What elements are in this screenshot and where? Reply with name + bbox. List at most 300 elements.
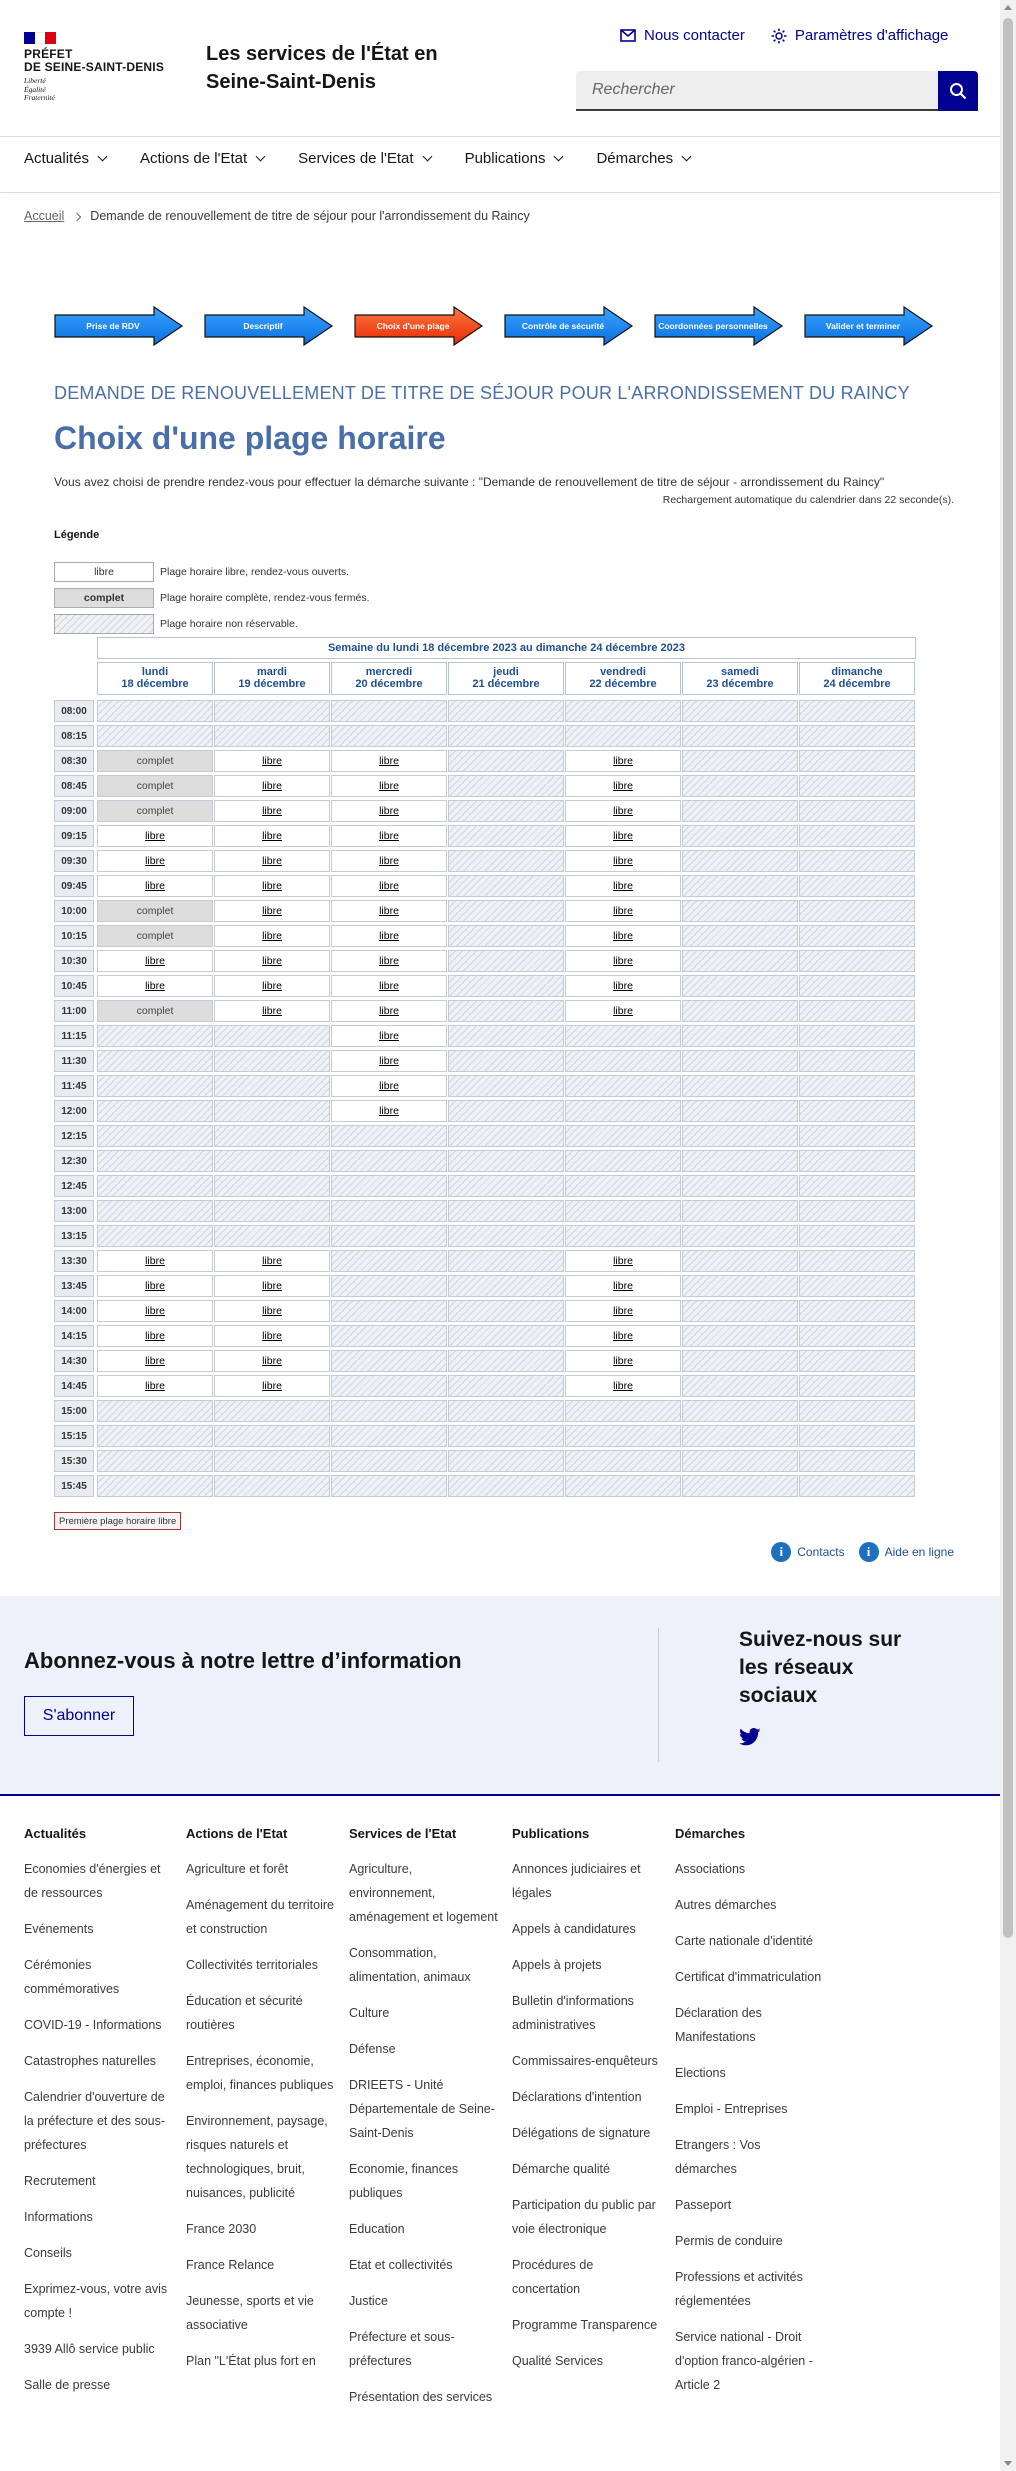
footer-link[interactable]: Éducation et sécurité routières [186, 1994, 303, 2032]
slot-unavailable [448, 1100, 564, 1122]
slot-free[interactable] [565, 950, 681, 972]
slot-label[interactable]: libre [613, 855, 633, 867]
slot-label[interactable]: libre [262, 905, 282, 917]
slot-free[interactable] [331, 925, 447, 947]
prefet-logo[interactable] [24, 32, 174, 103]
slot-label[interactable]: libre [145, 1305, 165, 1317]
slot-unavailable [682, 1350, 798, 1372]
step-label: Choix d'une plage [376, 321, 450, 331]
time-label: 15:00 [54, 1400, 94, 1422]
slot-free[interactable] [214, 1300, 330, 1322]
slot-free[interactable] [565, 1275, 681, 1297]
slot-unavailable [682, 1000, 798, 1022]
slot-free[interactable] [565, 925, 681, 947]
slot-free[interactable] [331, 825, 447, 847]
slot-free[interactable] [214, 975, 330, 997]
slot-free[interactable] [214, 825, 330, 847]
nav-item-actualites[interactable] [24, 150, 106, 167]
slot-unavailable [799, 925, 915, 947]
slot-label[interactable]: libre [379, 955, 399, 967]
slot-label[interactable]: libre [613, 1330, 633, 1342]
slot-label[interactable]: libre [613, 1380, 633, 1392]
slot-free[interactable] [97, 1275, 213, 1297]
footer-link[interactable]: Economie, finances publiques [349, 2162, 459, 2200]
footer-link[interactable]: Conseils [24, 2246, 72, 2260]
slot-unavailable [448, 725, 564, 747]
footer-link[interactable]: Jeunesse, sports et vie associative [186, 2294, 314, 2332]
slot-unavailable [448, 1200, 564, 1222]
search-input[interactable]: Rechercher [576, 71, 938, 111]
footer-link[interactable]: Agriculture et forêt [186, 1862, 289, 1876]
time-label: 08:30 [54, 750, 94, 772]
week-label: Semaine du lundi 18 décembre 2023 au dimanche 24 décembre 2023 [97, 637, 916, 659]
time-label: 13:15 [54, 1225, 94, 1247]
slot-label[interactable]: libre [262, 780, 282, 792]
slot-unavailable [799, 700, 915, 722]
time-label: 09:45 [54, 875, 94, 897]
slot-unavailable [682, 1475, 798, 1497]
slot-label[interactable]: libre [613, 780, 633, 792]
slot-label[interactable]: libre [262, 1255, 282, 1267]
contact-link[interactable] [620, 27, 745, 44]
slot-unavailable [565, 1025, 681, 1047]
slot-unavailable [682, 900, 798, 922]
slot-label[interactable]: libre [379, 755, 399, 767]
slot-free[interactable] [565, 825, 681, 847]
step-label: Prise de RDV [86, 321, 140, 331]
time-row [54, 1075, 916, 1097]
time-label: 15:45 [54, 1475, 94, 1497]
slot-free[interactable] [331, 750, 447, 772]
slot-label[interactable]: libre [613, 905, 633, 917]
time-row [54, 1100, 916, 1122]
slot-free[interactable] [331, 875, 447, 897]
slot-label[interactable]: libre [613, 930, 633, 942]
scrollbar-thumb[interactable] [1003, 18, 1013, 1938]
footer-link[interactable]: Evénements [24, 1922, 94, 1936]
footer-link[interactable]: Déclaration des Manifestations [675, 2006, 762, 2044]
footer-link[interactable]: Annonces judiciaires et légales [512, 1862, 641, 1900]
slot-free[interactable] [214, 900, 330, 922]
slot-label[interactable]: libre [613, 880, 633, 892]
slot-label[interactable]: libre [262, 980, 282, 992]
slot-full [97, 800, 213, 822]
slot-unavailable [448, 750, 564, 772]
display-settings-label: Paramètres d'affichage [794, 27, 949, 44]
slot-free[interactable] [331, 1050, 447, 1072]
footer-link[interactable]: Démarche qualité [512, 2162, 610, 2176]
footer-heading[interactable]: Actualités [24, 1826, 87, 1841]
slot-free[interactable] [565, 775, 681, 797]
slot-free[interactable] [97, 1375, 213, 1397]
slot-label: complet [136, 1005, 174, 1017]
slot-label[interactable]: libre [379, 880, 399, 892]
slot-unavailable [799, 1125, 915, 1147]
footer-link[interactable]: Procédures de concertation [512, 2258, 594, 2296]
site-header [0, 0, 1000, 136]
slot-label[interactable]: libre [613, 755, 633, 767]
slot-free[interactable] [97, 950, 213, 972]
slot-unavailable [682, 875, 798, 897]
day-name: dimanche [831, 666, 883, 678]
slot-unavailable [448, 1375, 564, 1397]
footer-heading[interactable]: Publications [512, 1826, 590, 1841]
slot-label[interactable]: libre [262, 930, 282, 942]
slot-unavailable [448, 1275, 564, 1297]
footer-link[interactable]: Justice [349, 2294, 388, 2308]
slot-free[interactable] [565, 1375, 681, 1397]
footer-link[interactable]: Education [349, 2222, 405, 2236]
footer-heading[interactable]: Actions de l'Etat [186, 1826, 288, 1841]
slot-free[interactable] [331, 1025, 447, 1047]
slot-free[interactable] [565, 1250, 681, 1272]
footer-link[interactable]: Collectivités territoriales [186, 1958, 318, 1972]
breadcrumb-home[interactable]: Accueil [24, 209, 65, 223]
display-settings-link[interactable] [771, 27, 949, 44]
time-row [54, 1050, 916, 1072]
footer-link[interactable]: Participation du public par voie électronique [512, 2198, 656, 2236]
slot-free[interactable] [214, 850, 330, 872]
slot-label[interactable]: libre [145, 855, 165, 867]
slot-free[interactable] [97, 1325, 213, 1347]
footer-link[interactable]: Commissaires-enquêteurs [512, 2054, 658, 2068]
first-free-slot-button[interactable]: Première plage horaire libre [54, 1512, 181, 1530]
footer-link[interactable]: Agriculture, environnement, aménagement et logement [349, 1862, 498, 1924]
slot-label[interactable]: libre [262, 1380, 282, 1392]
slot-unavailable [565, 1175, 681, 1197]
slot-label[interactable]: libre [262, 955, 282, 967]
slot-unavailable [682, 1225, 798, 1247]
footer-link[interactable]: Informations [24, 2210, 93, 2224]
slot-unavailable [682, 975, 798, 997]
slot-unavailable [565, 1075, 681, 1097]
subscribe-button[interactable]: S'abonner [24, 1696, 134, 1736]
slot-unavailable [565, 1425, 681, 1447]
slot-full [97, 1000, 213, 1022]
slot-label[interactable]: libre [613, 980, 633, 992]
slot-free[interactable] [97, 850, 213, 872]
footer-link[interactable]: Recrutement [24, 2174, 96, 2188]
footer-link[interactable]: Préfecture et sous-préfectures [349, 2330, 455, 2368]
slot-label[interactable]: libre [145, 1355, 165, 1367]
time-row [54, 1225, 916, 1247]
time-row [54, 1375, 916, 1397]
slot-unavailable [448, 1425, 564, 1447]
time-label: 08:00 [54, 700, 94, 722]
slot-free[interactable] [331, 900, 447, 922]
marianne-flag-icon [24, 32, 56, 44]
slot-unavailable [448, 900, 564, 922]
slot-free[interactable] [97, 1250, 213, 1272]
slot-unavailable [682, 1425, 798, 1447]
footer-link[interactable]: Salle de presse [24, 2378, 111, 2392]
site-title[interactable]: Les services de l'État en Seine-Saint-Denis [206, 43, 438, 93]
footer-heading[interactable]: Services de l'Etat [349, 1826, 457, 1841]
footer-link[interactable]: Défense [349, 2042, 396, 2056]
time-row [54, 850, 916, 872]
footer-heading[interactable]: Démarches [675, 1826, 746, 1841]
footer-link[interactable]: Service national - Droit d'option franco-algérien - Article 2 [675, 2330, 813, 2392]
slot-unavailable [448, 1150, 564, 1172]
slot-label[interactable]: libre [262, 1330, 282, 1342]
footer-link[interactable]: Appels à projets [512, 1958, 602, 1972]
slot-free[interactable] [565, 850, 681, 872]
slot-free[interactable] [214, 800, 330, 822]
time-label: 12:15 [54, 1125, 94, 1147]
slot-label[interactable]: libre [379, 1055, 399, 1067]
slot-unavailable [799, 1200, 915, 1222]
footer-link[interactable]: Délégations de signature [512, 2126, 651, 2140]
slot-label[interactable]: libre [262, 1355, 282, 1367]
legend-unavailable [54, 613, 454, 635]
footer-link[interactable]: Entreprises, économie, emploi, finances publiques [186, 2054, 334, 2092]
scroll-down-icon[interactable] [1004, 2461, 1012, 2466]
slot-free[interactable] [565, 1300, 681, 1322]
footer-link[interactable]: Appels à candidatures [512, 1922, 636, 1936]
slot-label[interactable]: libre [379, 855, 399, 867]
slot-label[interactable]: libre [145, 1255, 165, 1267]
footer-link[interactable]: Exprimez-vous, votre avis compte ! [24, 2282, 168, 2320]
time-label: 14:45 [54, 1375, 94, 1397]
slot-label[interactable]: libre [379, 980, 399, 992]
online-help-label: Aide en ligne [884, 1545, 954, 1559]
slot-unavailable [799, 1275, 915, 1297]
time-row [54, 1275, 916, 1297]
slot-label[interactable]: libre [262, 805, 282, 817]
footer-link[interactable]: Catastrophes naturelles [24, 2054, 157, 2068]
newsletter-section [0, 1596, 1000, 1794]
slot-free[interactable] [214, 1000, 330, 1022]
slot-label[interactable]: libre [379, 805, 399, 817]
footer-link[interactable]: Aménagement du territoire et construction [186, 1898, 334, 1936]
footer-link[interactable]: France Relance [186, 2258, 275, 2272]
slot-free[interactable] [565, 1000, 681, 1022]
header-divider [0, 136, 1000, 137]
footer-link[interactable]: Emploi - Entreprises [675, 2102, 788, 2116]
slot-label[interactable]: libre [145, 1330, 165, 1342]
slot-label[interactable]: libre [379, 1005, 399, 1017]
footer-link[interactable]: Passeport [675, 2198, 732, 2212]
footer-link[interactable]: DRIEETS - Unité Départementale de Seine-Saint-Denis [349, 2078, 495, 2140]
slot-unavailable [799, 1050, 915, 1072]
footer-link[interactable]: Carte nationale d'identité [675, 1934, 813, 1948]
legend-free [54, 561, 454, 583]
slot-label[interactable]: libre [262, 830, 282, 842]
nav-item-services-etat[interactable] [298, 150, 430, 167]
slot-unavailable [682, 1450, 798, 1472]
slot-free[interactable] [331, 850, 447, 872]
slot-unavailable [682, 725, 798, 747]
footer-link[interactable]: COVID-19 - Informations [24, 2018, 162, 2032]
slot-free[interactable] [331, 1100, 447, 1122]
footer-link[interactable]: Elections [675, 2066, 726, 2080]
day-header [97, 662, 213, 695]
slot-unavailable [799, 1025, 915, 1047]
slot-free[interactable] [214, 750, 330, 772]
footer-link[interactable]: Bulletin d'informations administratives [512, 1994, 634, 2032]
slot-free[interactable] [565, 975, 681, 997]
slot-free[interactable] [97, 1350, 213, 1372]
footer-link[interactable]: Plan "L'État plus fort en [186, 2354, 316, 2368]
slot-unavailable [565, 1475, 681, 1497]
slot-label[interactable]: libre [379, 905, 399, 917]
motto-liberte: Liberté [24, 76, 46, 85]
slot-label[interactable]: libre [613, 1005, 633, 1017]
slot-label[interactable]: libre [379, 1030, 399, 1042]
footer-link[interactable]: Qualité Services [512, 2354, 604, 2368]
footer-link[interactable]: Autres démarches [675, 1898, 777, 1912]
slot-label[interactable]: libre [145, 830, 165, 842]
footer-link[interactable]: Permis de conduire [675, 2234, 783, 2248]
footer-link[interactable]: Certificat d'immatriculation [675, 1970, 822, 1984]
slot-unavailable [331, 1475, 447, 1497]
slot-free[interactable] [331, 950, 447, 972]
slot-free[interactable] [97, 875, 213, 897]
slot-unavailable [214, 1125, 330, 1147]
slot-free[interactable] [97, 975, 213, 997]
search-icon [949, 82, 967, 100]
slot-label[interactable]: libre [262, 880, 282, 892]
slot-unavailable [799, 1450, 915, 1472]
slot-free[interactable] [214, 1350, 330, 1372]
slot-unavailable [97, 1175, 213, 1197]
slot-free[interactable] [214, 1250, 330, 1272]
time-row [54, 1150, 916, 1172]
slot-unavailable [565, 1150, 681, 1172]
slot-free[interactable] [214, 875, 330, 897]
slot-label[interactable]: libre [262, 1305, 282, 1317]
slot-free[interactable] [214, 775, 330, 797]
slot-unavailable [331, 1375, 447, 1397]
slot-label[interactable]: libre [379, 930, 399, 942]
slot-free[interactable] [214, 1375, 330, 1397]
slot-unavailable [682, 775, 798, 797]
contacts-label: Contacts [797, 1545, 845, 1559]
slot-unavailable [214, 1150, 330, 1172]
help-links [771, 1542, 954, 1562]
slot-label[interactable]: libre [262, 1280, 282, 1292]
slot-free[interactable] [331, 1075, 447, 1097]
footer-link[interactable]: Cérémonies commémoratives [24, 1958, 120, 1996]
day-header [331, 662, 447, 695]
slot-label[interactable]: libre [145, 880, 165, 892]
slot-free[interactable] [97, 825, 213, 847]
slot-label[interactable]: libre [379, 780, 399, 792]
slot-label[interactable]: libre [613, 805, 633, 817]
footer-link[interactable]: Calendrier d'ouverture de la préfecture et des sous-préfectures [24, 2090, 166, 2152]
slot-label[interactable]: libre [379, 1080, 399, 1092]
slot-unavailable [331, 1250, 447, 1272]
slot-free[interactable] [565, 1325, 681, 1347]
slot-full [97, 900, 213, 922]
slot-free[interactable] [97, 1300, 213, 1322]
nav-item-demarches[interactable] [596, 150, 690, 167]
footer-link[interactable]: Etat et collectivités [349, 2258, 453, 2272]
slot-free[interactable] [565, 875, 681, 897]
slot-free[interactable] [565, 750, 681, 772]
slot-label[interactable]: libre [262, 755, 282, 767]
time-label: 08:15 [54, 725, 94, 747]
slot-unavailable [97, 1225, 213, 1247]
slot-label[interactable]: libre [379, 830, 399, 842]
footer-link[interactable]: Economies d'énergies et de ressources [24, 1862, 161, 1900]
slot-unavailable [448, 1300, 564, 1322]
slot-label[interactable]: libre [262, 1005, 282, 1017]
slot-unavailable [448, 1125, 564, 1147]
slot-label[interactable]: libre [613, 830, 633, 842]
slot-unavailable [97, 1475, 213, 1497]
nav-item-publications[interactable] [465, 150, 563, 167]
slot-label[interactable]: libre [145, 955, 165, 967]
footer-link[interactable]: Présentation des services [349, 2390, 493, 2404]
footer-column [512, 1826, 662, 2385]
slot-unavailable [565, 1125, 681, 1147]
slot-label[interactable]: libre [613, 1305, 633, 1317]
footer-link[interactable]: Environnement, paysage, risques naturels et technologiques, bruit, nuisances, publicité [186, 2114, 328, 2200]
footer-link[interactable]: France 2030 [186, 2222, 257, 2236]
slot-free[interactable] [565, 900, 681, 922]
slot-label[interactable]: libre [613, 1255, 633, 1267]
step-6 [804, 306, 934, 346]
slot-free[interactable] [331, 800, 447, 822]
footer-link[interactable]: 3939 Allô service public [24, 2342, 155, 2356]
nav-item-actions-etat[interactable] [140, 150, 264, 167]
day-name: mercredi [365, 666, 413, 678]
footer-link[interactable]: Culture [349, 2006, 390, 2020]
slot-label[interactable]: libre [262, 855, 282, 867]
footer-top-border [0, 1794, 1000, 1796]
slot-free[interactable] [214, 1325, 330, 1347]
slot-label[interactable]: libre [145, 1380, 165, 1392]
footer-link[interactable]: Associations [675, 1862, 746, 1876]
nav-label: Démarches [596, 150, 674, 167]
day-name: vendredi [600, 666, 646, 678]
slot-free[interactable] [565, 1350, 681, 1372]
slot-unavailable [682, 925, 798, 947]
online-help-link[interactable] [859, 1542, 954, 1562]
slot-label[interactable]: libre [145, 980, 165, 992]
slot-free[interactable] [214, 925, 330, 947]
footer-link[interactable]: Etrangers : Vos démarches [675, 2138, 761, 2176]
contacts-link[interactable] [771, 1542, 844, 1562]
slot-unavailable [331, 1175, 447, 1197]
page-scrollbar[interactable] [1000, 0, 1016, 2471]
slot-label[interactable]: libre [379, 1105, 399, 1117]
slot-label[interactable]: libre [145, 1280, 165, 1292]
slot-unavailable [214, 1075, 330, 1097]
slot-label[interactable]: libre [613, 955, 633, 967]
footer-link[interactable]: Professions et activités réglementées [675, 2270, 803, 2308]
slot-free[interactable] [331, 775, 447, 797]
slot-unavailable [97, 725, 213, 747]
slot-free[interactable] [331, 975, 447, 997]
scroll-up-icon[interactable] [1004, 5, 1012, 10]
slot-free[interactable] [214, 1275, 330, 1297]
slot-free[interactable] [214, 950, 330, 972]
footer-link[interactable]: Programme Transparence [512, 2318, 658, 2332]
day-date: 19 décembre [238, 678, 306, 690]
process-steps [54, 306, 934, 346]
twitter-icon[interactable] [739, 1728, 761, 1751]
slot-free[interactable] [331, 1000, 447, 1022]
footer-link[interactable]: Consommation, alimentation, animaux [349, 1946, 471, 1984]
slot-label[interactable]: libre [613, 1355, 633, 1367]
slot-free[interactable] [565, 800, 681, 822]
search-button[interactable] [938, 71, 978, 111]
nav-label: Publications [464, 150, 546, 167]
footer-link[interactable]: Déclarations d'intention [512, 2090, 642, 2104]
slot-label[interactable]: libre [613, 1280, 633, 1292]
